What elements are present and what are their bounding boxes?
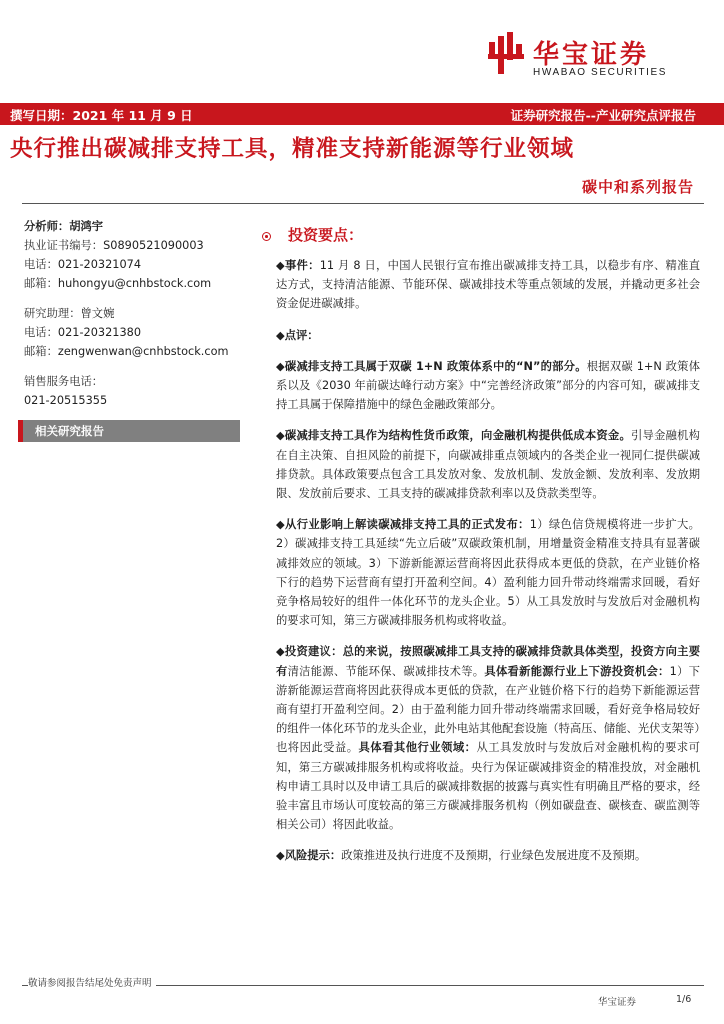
report-date: 撰写日期：2021 年 11 月 9 日	[10, 108, 193, 123]
analyst-label: 分析师：	[24, 220, 70, 233]
analyst-email[interactable]: huhongyu@cnhbstock.com	[57, 277, 212, 290]
assistant-email-row	[24, 342, 244, 361]
assistant-email[interactable]: zengwenwan@cnhbstock.com	[57, 345, 229, 358]
risk-text: 政策推进及执行进度不及预期，行业绿色发展进度不及预期。	[341, 849, 647, 863]
policy-head: ◆碳减排支持工具属于双碳 1+N 政策体系中的“N”的部分。	[276, 359, 587, 373]
event-text: 11 月 8 日，中国人民银行宣布推出碳减排支持工具，以稳步有序、精准直达方式，支持清洁能源、节能环保、碳减排技术等重点领域的发展，并撬动更多社会资金促进碳减排。	[276, 259, 700, 311]
investment-summary	[276, 226, 700, 878]
disclaimer: 敬请参阅报告结尾处免责声明	[28, 975, 156, 989]
email-row	[24, 274, 244, 293]
risk-head: ◆风险提示：	[276, 849, 342, 863]
invest-heading	[262, 226, 686, 252]
analyst-phone: 021-20321074	[57, 258, 142, 271]
assistant-phone-row	[24, 323, 244, 342]
event-head: ◆事件：	[276, 259, 320, 272]
sales-label-row	[24, 372, 244, 391]
assistant-name: 曾文婉	[80, 307, 115, 320]
invest-title: 投资要点：	[288, 226, 364, 244]
analyst-sidebar	[24, 217, 244, 442]
footer-company: 华宝证券	[598, 997, 637, 1008]
assistant-label: 研究助理：	[24, 307, 81, 320]
analyst-name: 胡鸿宇	[69, 220, 104, 233]
monetary-text: 引导金融机构在自主决策、自担风险的前提下，向碳减排重点领域内的各类企业一视同仁提供碳减排贷款。具体政策要点包含工具发放对象、发放机制、发放金额、发放利率、发放期限、发放前后要求、工具支持的碳减排贷款利率以及贷款类型等。	[276, 429, 700, 501]
target-bullet-icon	[262, 232, 271, 241]
cert-label: 执业证书编号：	[24, 239, 104, 252]
related-reports-label: 相关研究报告	[35, 424, 104, 438]
policy-paragraph	[276, 357, 700, 415]
phone-label: 电话：	[24, 258, 58, 271]
cert-row	[24, 236, 244, 255]
comment-head: ◆点评：	[276, 328, 319, 342]
page-title: 央行推出碳减排支持工具，精准支持新能源等行业领域	[10, 136, 575, 162]
advice-paragraph	[276, 642, 700, 834]
assistant-row	[24, 304, 244, 323]
header-divider	[22, 203, 704, 204]
sales-label: 销售服务电话：	[24, 375, 104, 388]
phone-row	[24, 255, 244, 274]
impact-paragraph	[276, 515, 700, 630]
company-logo	[486, 32, 696, 84]
policy-text: 根据双碳 1+N 政策体系以及《2030 年前碳达峰行动方案》中“完善经济政策”部分的内容可知，碳减排支持工具属于保障措施中的绿色金融政策部分。	[276, 359, 700, 412]
hwabao-logo-icon	[486, 32, 526, 78]
page-number: 1/6	[676, 994, 692, 1005]
analyst-row	[24, 217, 244, 236]
email-label: 邮箱：	[24, 277, 58, 290]
advice-head-1: ◆投资建议：总的来说，按照碳减排工具支持的碳减排贷款具体类型，投资方向主要有	[276, 645, 700, 678]
advice-head-3: 具体看其他行业领域：	[358, 741, 477, 755]
monetary-paragraph	[276, 426, 700, 503]
logo-chinese-text: 华宝证券	[533, 40, 650, 70]
assistant-phone-label: 电话：	[24, 326, 58, 339]
risk-paragraph	[276, 846, 700, 865]
comment-paragraph	[276, 326, 700, 345]
event-paragraph	[276, 256, 700, 314]
advice-text-3: 从工具发放时与发放后对金融机构的要求可知，第三方碳减排服务机构或将收益。央行为保证碳减排资金的精准投放，对金融机构申请工具时以及申请工具后的碳减排数据的披露与真实性有明确且严格的要求，经验丰富且市场认可度较高的第三方碳减排服务机构（例如碳盘查、碳核查、碳监测等相关公司）将因此收益。	[276, 741, 700, 832]
advice-text-1: 清洁能源、节能环保、碳减排技术等。	[287, 664, 485, 678]
header-bar	[0, 103, 724, 125]
impact-head: ◆从行业影响上解读碳减排支持工具的正式发布：	[276, 518, 530, 532]
logo-english-text: HWABAO SECURITIES	[533, 67, 668, 78]
advice-head-2: 具体看新能源行业上下游投资机会：	[484, 664, 670, 678]
assistant-email-label: 邮箱：	[24, 345, 58, 358]
impact-text: 1）绿色信贷规模将进一步扩大。2）碳减排支持工具延续“先立后破”双碳政策机制，用增量资金精准支持具有显著碳减排效应的领域。3）下游新能源运营商将因此获得成本更低的贷款，在产业链价格下行的趋势下运营商有望打开盈利空间。4）盈利能力回升带动终端需求回暖，看好竞争格局较好的组件一体化环节的龙头企业。5）从工具发放时与发放后对金融机构的要求可知，第三方碳减排服务机构或将收益。	[276, 518, 700, 628]
sales-phone-row	[24, 391, 244, 410]
monetary-head: ◆碳减排支持工具作为结构性货币政策，向金融机构提供低成本资金。	[276, 429, 631, 443]
report-type: 证券研究报告--产业研究点评报告	[510, 108, 696, 123]
series-title: 碳中和系列报告	[581, 178, 694, 196]
cert-number: S0890521090003	[103, 239, 204, 252]
advice-text-2: 1）下游新能源运营商将因此获得成本更低的贷款，在产业链价格下行的趋势下新能源运营商有望打开盈利空间。2）由于盈利能力回升带动终端需求回暖，看好竞争格局较好的组件一体化环节的龙头企业，此外电站其他配套设施（特高压、储能、光伏支架等）也将因此受益。	[276, 664, 700, 755]
related-reports-box[interactable]	[18, 420, 240, 442]
assistant-phone: 021-20321380	[57, 326, 142, 339]
sales-phone: 021-20515355	[24, 394, 108, 407]
